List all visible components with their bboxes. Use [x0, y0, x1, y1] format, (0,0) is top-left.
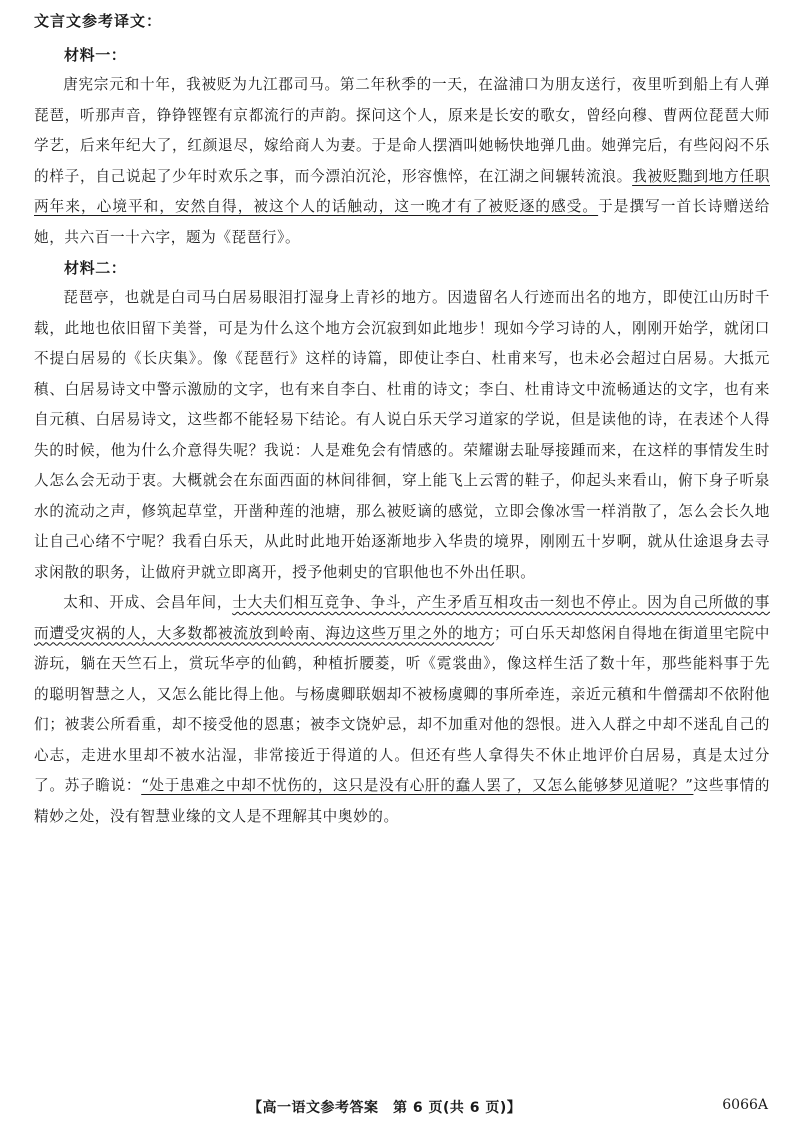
material-2-title: 材料二：	[64, 259, 127, 277]
footer-page-info: 【高一语文参考答案 第 6 页(共 6 页)】	[248, 1100, 522, 1116]
material-2-text-b: ；可白乐天却悠闲自得地在街道里宅院中游玩，躺在天竺石上，赏玩华亭的仙鹤，种植折腰菱，听《霓裳曲》，像这样生活了数十年，那些能料事于先的聪明智慧之人，又怎么能比得上他。与杨虞卿联姻却不被杨虞卿的事所牵连，亲近元稹和牛僧孺却不依附他们；被裴公所看重，却不接受他的恩惠；被李文饶妒忌，却不加重对他的怨恨。进入人群之中却不迷乱自己的心志，走进水里却不被水沾湿，非常接近于得道的人。但还有些人拿得失不休止地评价白居易，真是太过分了。苏子瞻说：	[34, 624, 770, 794]
page-footer	[0, 1097, 800, 1121]
material-1-text-a: 唐宪宗元和十年，我被贬为九江郡司马。第二年秋季的一天，在湓浦口为朋友送行，夜里听到船上有人弹琵琶，听那声音，铮铮铿铿有京都流行的声韵。探问这个人，原来是长安的歌女，曾经向穆、曹两位琵琶大师学艺，后来年纪大了，红颜退尽，嫁给商人为妻。于是命人摆酒叫她畅快地弹几曲。她弹完后，有些闷闷不乐的样子，自己说起了少年时欢乐之事，而今漂泊沉沦，形容憔悴，在江湖之间辗转流浪。	[34, 76, 770, 185]
material-2-paragraph-1: 琵琶亭，也就是白司马白居易眼泪打湿身上青衫的地方。因遗留名人行迹而出名的地方，即使江山历时千载，此地也依旧留下美誉，可是为什么这个地方会沉寂到如此地步！现如今学习诗的人，刚刚开始学，就闭口不提白居易的《长庆集》。像《琵琶行》这样的诗篇，即使让李白、杜甫来写，也未必会超过白居易。大抵元稹、白居易诗文中警示激励的文字，也有来自李白、杜甫的诗文；李白、杜甫诗文中流畅通达的文字，也有来自元稹、白居易诗文，这些都不能轻易下结论。有人说白乐天学习道家的学说，但是读他的诗，在表述个人得失的时候，他为什么介意得失呢？我说：人是难免会有情感的。荣耀谢去耻辱接踵而来，在这样的事情发生时人怎么会无动于衷。大概就会在东面西面的林间徘徊，穿上能飞上云霄的鞋子，仰起头来看山，俯下身子听泉水的流动之声，修筑起草堂，开凿种莲的池塘，那么被贬谪的感觉，立即会像冰雪一样消散了，怎么会长久地让自己心绪不宁呢？我看白乐天，从此时此地开始逐渐地步入华贵的境界，刚刚五十岁啊，就从仕途退身去寻求闲散的职务，让做府尹就立即离开，授予他刺史的官职他也不外出任职。	[34, 289, 770, 581]
material-1-paragraph	[34, 70, 770, 253]
material-1-title: 材料一：	[64, 46, 127, 64]
material-1-text-b: 于是撰写一首长诗赠送给她，共六百一十六字，题为《琵琶行》。	[34, 198, 770, 246]
document-heading: 文言文参考译文：	[34, 12, 163, 30]
material-2-text-a: 太和、开成、会昌年间，	[63, 594, 233, 611]
document-body	[34, 40, 770, 832]
material-1-underlined-sentence: 我被贬黜到地方任职两年来，心境平和，安然自得，被这个人的话触动，这一晚才有了被贬逐的感受。	[34, 167, 770, 215]
material-2-underlined-quote: “处于患难之中却不忧伤的，这只是没有心肝的蠢人罢了，又怎么能够梦见道呢？”	[141, 777, 694, 794]
footer-doc-code: 6066A	[722, 1097, 768, 1113]
material-2-paragraph-2	[34, 588, 770, 832]
material-2-wavy-underlined-sentence: 士大夫们相互竞争、争斗，产生矛盾互相攻击一刻也不停止。因为自己所做的事而遭受灾祸的人，大多数都被流放到岭南、海边这些万里之外的地方	[34, 594, 770, 642]
material-2-text-c: 这些事情的精妙之处，没有智慧业缘的文人是不理解其中奥妙的。	[34, 777, 770, 825]
